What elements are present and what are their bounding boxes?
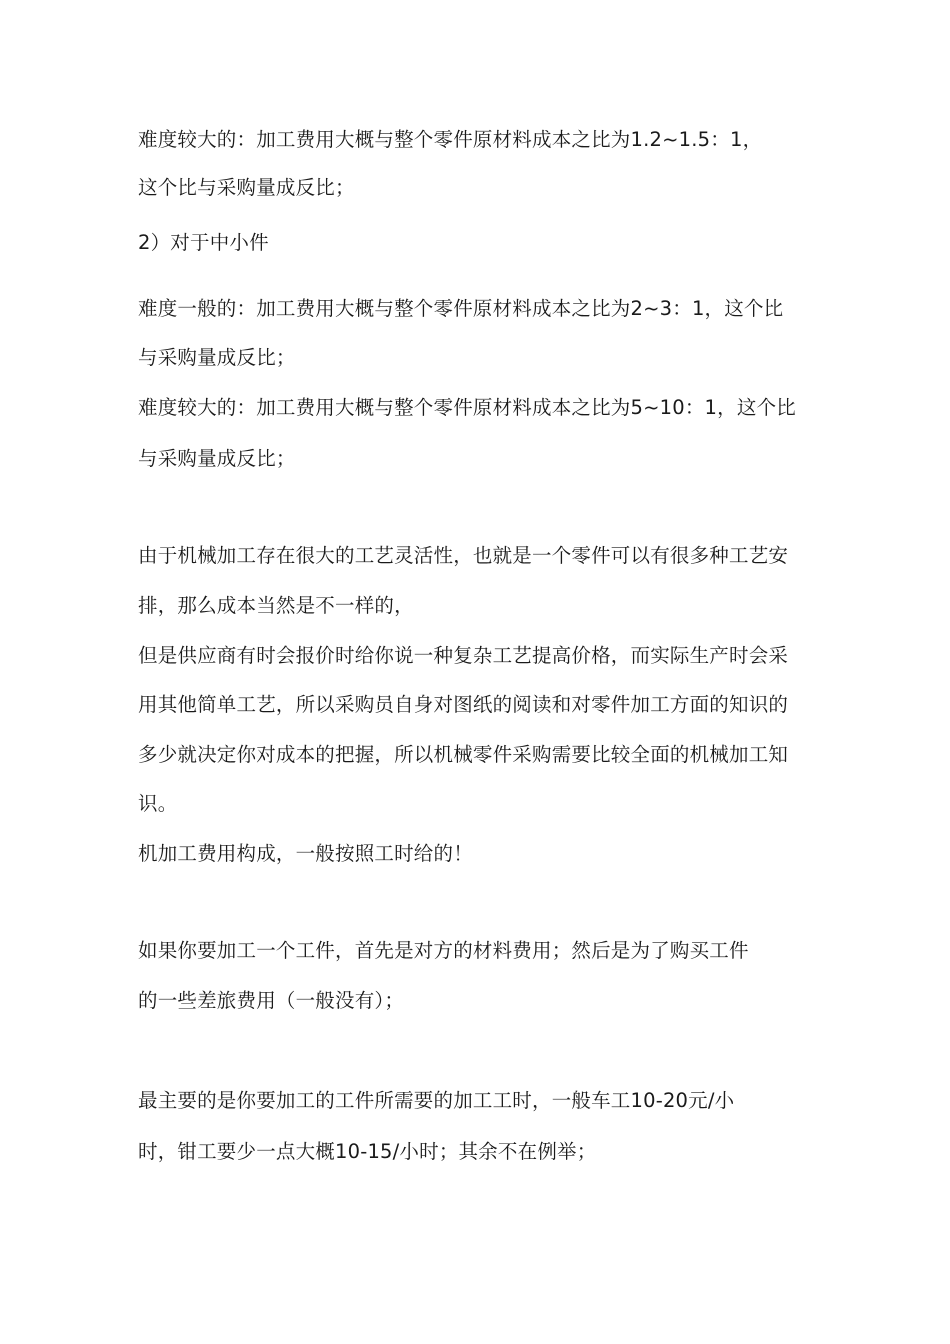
text-line: 由于机械加工存在很大的工艺灵活性，也就是一个零件可以有很多种工艺安 <box>138 544 789 567</box>
text-line: 难度较大的：加工费用大概与整个零件原材料成本之比为1.2~1.5：1， <box>138 128 763 151</box>
text-line: 与采购量成反比； <box>138 346 296 369</box>
text-line: 机加工费用构成，一般按照工时给的！ <box>138 842 473 865</box>
text-line: 排，那么成本当然是不一样的， <box>138 594 414 617</box>
text-line: 识。 <box>138 792 178 815</box>
text-line: 与采购量成反比； <box>138 447 296 470</box>
text-line: 多少就决定你对成本的把握，所以机械零件采购需要比较全面的机械加工知 <box>138 743 789 766</box>
text-line: 用其他简单工艺，所以采购员自身对图纸的阅读和对零件加工方面的知识的 <box>138 693 789 716</box>
text-line: 最主要的是你要加工的工件所需要的加工工时，一般车工10-20元/小 <box>138 1089 735 1112</box>
text-line: 时，钳工要少一点大概10-15/小时；其余不在例举； <box>138 1140 597 1163</box>
text-line: 难度一般的：加工费用大概与整个零件原材料成本之比为2~3：1，这个比 <box>138 297 784 320</box>
text-line: 难度较大的：加工费用大概与整个零件原材料成本之比为5~10：1，这个比 <box>138 396 796 419</box>
text-line: 但是供应商有时会报价时给你说一种复杂工艺提高价格，而实际生产时会采 <box>138 644 789 667</box>
text-line: 这个比与采购量成反比； <box>138 176 355 199</box>
text-line: 的一些差旅费用（一般没有）； <box>138 989 405 1012</box>
section-heading: 2）对于中小件 <box>138 231 269 254</box>
text-line: 如果你要加工一个工件，首先是对方的材料费用；然后是为了购买工件 <box>138 939 749 962</box>
